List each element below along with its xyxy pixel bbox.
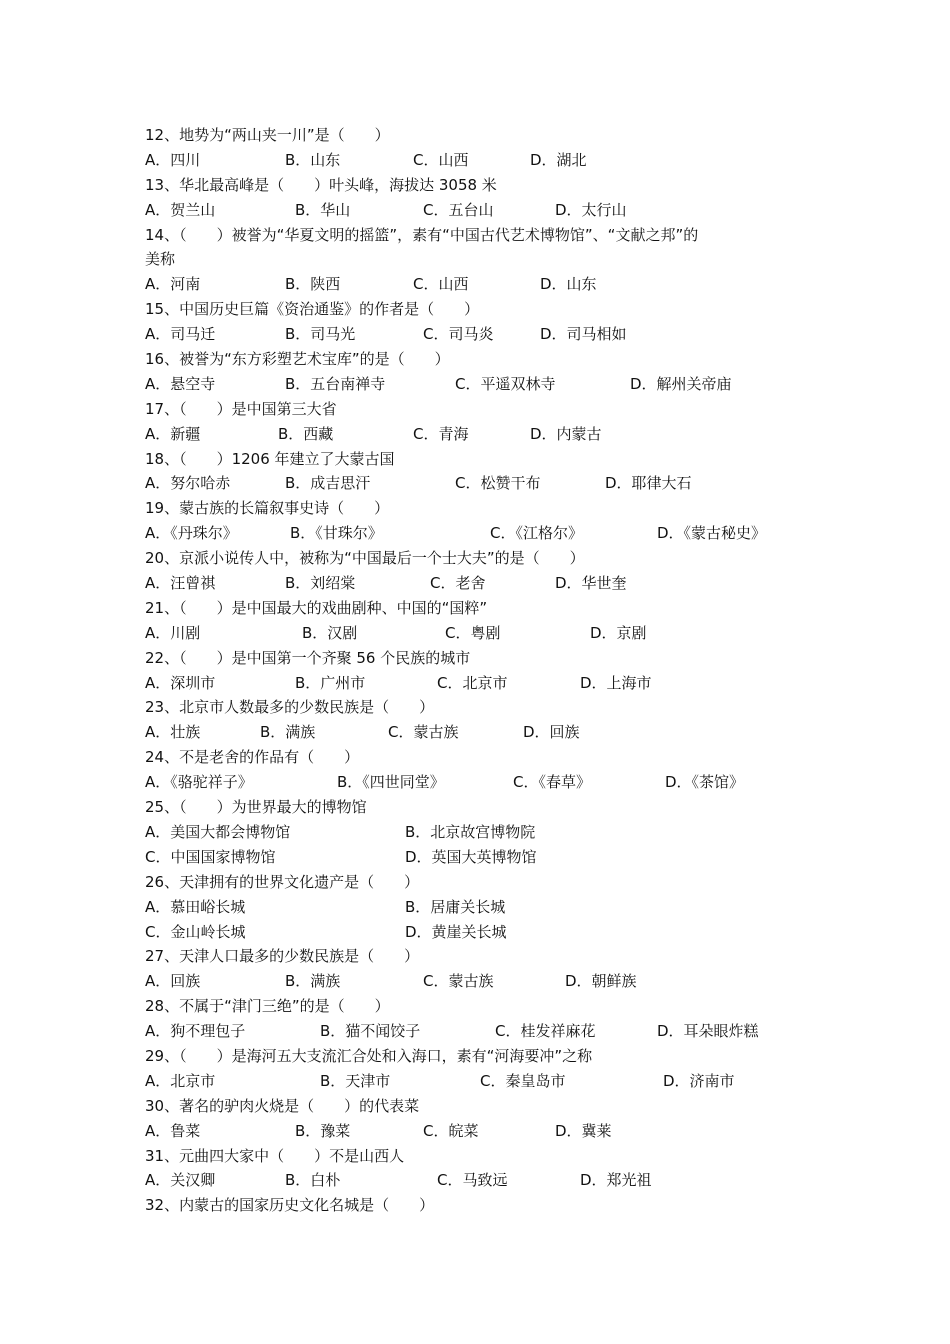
option: D．湖北 xyxy=(530,150,587,169)
option: B．豫菜 xyxy=(295,1121,351,1140)
question-text: 20、京派小说传人中，被称为“中国最后一个士大夫”的是（ ） xyxy=(145,549,585,568)
option: B．华山 xyxy=(295,200,351,219)
option: D．耶律大石 xyxy=(605,474,692,493)
question-line xyxy=(145,397,825,422)
question-line xyxy=(145,795,825,820)
question-line xyxy=(145,223,825,248)
options-line xyxy=(145,471,825,496)
option: A．司马迁 xyxy=(145,325,216,344)
option: D．郑光祖 xyxy=(580,1171,652,1190)
option: D．山东 xyxy=(540,275,597,294)
question-line xyxy=(145,1144,825,1169)
question-line xyxy=(145,1044,825,1069)
option: A．深圳市 xyxy=(145,673,216,692)
option: B．司马光 xyxy=(285,325,356,344)
option: B．成吉思汗 xyxy=(285,474,371,493)
question-line xyxy=(145,496,825,521)
option: A．关汉卿 xyxy=(145,1171,216,1190)
option: D．《茶馆》 xyxy=(665,773,745,792)
question-text: 23、北京市人数最多的少数民族是（ ） xyxy=(145,698,435,717)
question-text: 22、（ ）是中国第一个齐聚 56 个民族的城市 xyxy=(145,648,471,667)
options-line xyxy=(145,521,825,546)
option: D．解州关帝庙 xyxy=(630,374,732,393)
option: C．蒙古族 xyxy=(423,972,494,991)
option: D．司马相如 xyxy=(540,325,627,344)
option: B．西藏 xyxy=(278,424,334,443)
question-line xyxy=(145,1094,825,1119)
option: C．松赞干布 xyxy=(455,474,541,493)
option: D．黄崖关长城 xyxy=(405,922,507,941)
option: D．冀莱 xyxy=(555,1121,612,1140)
option: C．山西 xyxy=(413,275,469,294)
options-line xyxy=(145,148,825,173)
option: C．秦皇岛市 xyxy=(480,1071,566,1090)
option: A．慕田峪长城 xyxy=(145,897,246,916)
option: A．狗不理包子 xyxy=(145,1022,246,1041)
question-line xyxy=(145,123,825,148)
options-line xyxy=(145,422,825,447)
question-text: 26、天津拥有的世界文化遗产是（ ） xyxy=(145,872,420,891)
option: C．马致远 xyxy=(437,1171,508,1190)
question-line xyxy=(145,596,825,621)
question-text: 28、不属于“津门三绝”的是（ ） xyxy=(145,997,390,1016)
options-line xyxy=(145,571,825,596)
option: B．广州市 xyxy=(295,673,366,692)
option: B．陕西 xyxy=(285,275,341,294)
question-text: 32、内蒙古的国家历史文化名城是（ ） xyxy=(145,1196,435,1215)
options-line xyxy=(145,671,825,696)
option: A．美国大都会博物馆 xyxy=(145,822,291,841)
options-line xyxy=(145,720,825,745)
question-line xyxy=(145,745,825,770)
options-line xyxy=(145,322,825,347)
option: B．汉剧 xyxy=(302,623,358,642)
option: B．刘绍棠 xyxy=(285,574,356,593)
question-text: 24、不是老舍的作品有（ ） xyxy=(145,748,360,767)
options-line xyxy=(145,1019,825,1044)
question-line xyxy=(145,447,825,472)
options-line xyxy=(145,621,825,646)
question-text: 21、（ ）是中国最大的戏曲剧种、中国的“国粹” xyxy=(145,598,488,617)
option: C．司马炎 xyxy=(423,325,494,344)
question-text: 16、被誉为“东方彩塑艺术宝库”的是（ ） xyxy=(145,350,450,369)
option: A．壮族 xyxy=(145,723,201,742)
question-line-continued xyxy=(145,247,825,272)
options-line xyxy=(145,895,825,920)
option: D．英国大英博物馆 xyxy=(405,847,537,866)
option: A．贺兰山 xyxy=(145,200,216,219)
option: A．北京市 xyxy=(145,1071,216,1090)
option: A．《骆驼祥子》 xyxy=(145,773,253,792)
option: B．北京故宫博物院 xyxy=(405,822,536,841)
option: C．《江格尔》 xyxy=(490,524,583,543)
option: D．朝鲜族 xyxy=(565,972,637,991)
option: D．上海市 xyxy=(580,673,652,692)
question-line xyxy=(145,695,825,720)
option: B．《四世同堂》 xyxy=(337,773,445,792)
option: C．五台山 xyxy=(423,200,494,219)
option: D．回族 xyxy=(523,723,580,742)
question-line xyxy=(145,646,825,671)
option: A．汪曾祺 xyxy=(145,574,216,593)
option: A．四川 xyxy=(145,150,201,169)
options-line xyxy=(145,820,825,845)
question-line xyxy=(145,173,825,198)
option: D．耳朵眼炸糕 xyxy=(657,1022,759,1041)
question-text: 14、（ ）被誉为“华夏文明的摇篮”，素有“中国古代艺术博物馆”、“文献之邦”的 xyxy=(145,225,699,244)
option: A．悬空寺 xyxy=(145,374,216,393)
option: D．华世奎 xyxy=(555,574,627,593)
question-list xyxy=(145,123,825,1218)
option: C．粤剧 xyxy=(445,623,501,642)
option: A．川剧 xyxy=(145,623,201,642)
option: C．山西 xyxy=(413,150,469,169)
question-text: 25、（ ）为世界最大的博物馆 xyxy=(145,798,367,817)
option: C．金山岭长城 xyxy=(145,922,246,941)
option: B．白朴 xyxy=(285,1171,341,1190)
options-line xyxy=(145,1168,825,1193)
question-line xyxy=(145,347,825,372)
question-text: 29、（ ）是海河五大支流汇合处和入海口，素有“河海要冲”之称 xyxy=(145,1046,593,1065)
option: A．《丹珠尔》 xyxy=(145,524,238,543)
question-text-continued: 美称 xyxy=(145,250,176,269)
question-text: 18、（ ）1206 年建立了大蒙古国 xyxy=(145,449,395,468)
option: B．《甘珠尔》 xyxy=(290,524,383,543)
options-line xyxy=(145,1119,825,1144)
question-line xyxy=(145,944,825,969)
option: C．蒙古族 xyxy=(388,723,459,742)
option: B．满族 xyxy=(285,972,341,991)
option: C．青海 xyxy=(413,424,469,443)
question-line xyxy=(145,546,825,571)
option: C．桂发祥麻花 xyxy=(495,1022,596,1041)
question-text: 13、华北最高峰是（ ）叶头峰，海拔达 3058 米 xyxy=(145,175,497,194)
option: B．五台南禅寺 xyxy=(285,374,386,393)
option: B．猫不闻饺子 xyxy=(320,1022,421,1041)
option: B．天津市 xyxy=(320,1071,391,1090)
option: A．河南 xyxy=(145,275,201,294)
options-line xyxy=(145,770,825,795)
option: A．鲁菜 xyxy=(145,1121,201,1140)
options-line xyxy=(145,920,825,945)
question-line xyxy=(145,1193,825,1218)
options-line xyxy=(145,1069,825,1094)
option: C．皖菜 xyxy=(423,1121,479,1140)
question-text: 27、天津人口最多的少数民族是（ ） xyxy=(145,947,420,966)
option: C．老舍 xyxy=(430,574,486,593)
option: B．山东 xyxy=(285,150,341,169)
option: B．满族 xyxy=(260,723,316,742)
question-text: 12、地势为“两山夹一川”是（ ） xyxy=(145,126,390,144)
option: C．北京市 xyxy=(437,673,508,692)
question-line xyxy=(145,297,825,322)
question-text: 19、蒙古族的长篇叙事史诗（ ） xyxy=(145,499,390,518)
question-text: 31、元曲四大家中（ ）不是山西人 xyxy=(145,1146,405,1165)
option: A．新疆 xyxy=(145,424,201,443)
option: A．努尔哈赤 xyxy=(145,474,231,493)
options-line xyxy=(145,845,825,870)
option: D．太行山 xyxy=(555,200,627,219)
option: B．居庸关长城 xyxy=(405,897,506,916)
option: D．京剧 xyxy=(590,623,647,642)
options-line xyxy=(145,969,825,994)
option: C．中国国家博物馆 xyxy=(145,847,276,866)
options-line xyxy=(145,272,825,297)
question-line xyxy=(145,870,825,895)
question-text: 30、著名的驴肉火烧是（ ）的代表菜 xyxy=(145,1096,420,1115)
options-line xyxy=(145,198,825,223)
option: C．《春草》 xyxy=(513,773,591,792)
option: D．济南市 xyxy=(663,1071,735,1090)
question-line xyxy=(145,994,825,1019)
question-text: 15、中国历史巨篇《资治通鉴》的作者是（ ） xyxy=(145,300,480,319)
option: A．回族 xyxy=(145,972,201,991)
option: D．《蒙古秘史》 xyxy=(657,524,767,543)
option: D．内蒙古 xyxy=(530,424,602,443)
options-line xyxy=(145,372,825,397)
option: C．平遥双林寺 xyxy=(455,374,556,393)
question-text: 17、（ ）是中国第三大省 xyxy=(145,399,337,418)
